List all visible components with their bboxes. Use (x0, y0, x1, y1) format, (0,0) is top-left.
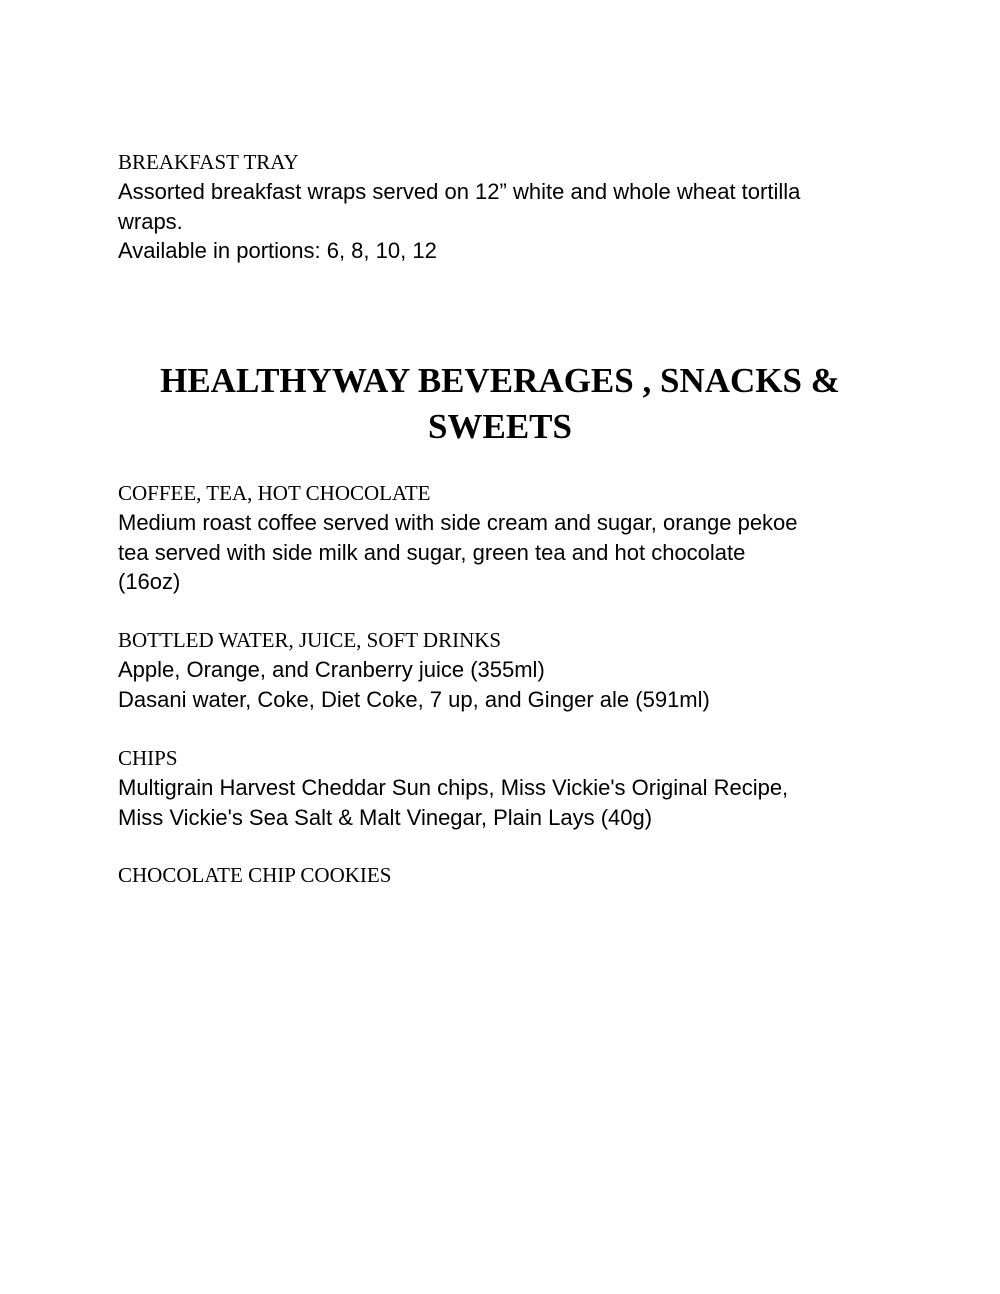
section-heading-line: SWEETS (428, 407, 572, 446)
item-description-line: Apple, Orange, and Cranberry juice (355ml) (118, 657, 545, 682)
section-heading-line: HEALTHYWAY BEVERAGES , SNACKS & (160, 361, 840, 400)
item-description-line: Multigrain Harvest Cheddar Sun chips, Miss Vickie's Original Recipe, (118, 775, 789, 800)
item-title: CHOCOLATE CHIP COOKIES (118, 863, 392, 887)
coffee-tea-item (118, 478, 898, 597)
breakfast-tray-item (118, 147, 898, 266)
item-description-line: Dasani water, Coke, Diet Coke, 7 up, and Ginger ale (591ml) (118, 686, 710, 712)
item-title: COFFEE, TEA, HOT CHOCOLATE (118, 481, 431, 505)
item-description-line: Medium roast coffee served with side cream and sugar, orange pekoe (118, 510, 798, 535)
item-description-line: (16oz) (118, 569, 181, 594)
item-description-line: Available in portions: 6, 8, 10, 12 (118, 238, 437, 263)
bottled-drinks-item (118, 625, 898, 714)
chips-item (118, 743, 898, 832)
section-heading (100, 358, 900, 450)
item-title: CHIPS (118, 746, 178, 770)
item-title: BREAKFAST TRAY (118, 150, 299, 174)
item-description-line: Miss Vickie's Sea Salt & Malt Vinegar, Plain Lays (40g) (118, 804, 653, 830)
item-description-line: tea served with side milk and sugar, green tea and hot chocolate (118, 539, 746, 565)
item-title: BOTTLED WATER, JUICE, SOFT DRINKS (118, 628, 502, 652)
item-description-line: wraps. (118, 208, 183, 234)
cookies-item (118, 860, 898, 890)
item-description-line: Assorted breakfast wraps served on 12” white and whole wheat tortilla (118, 179, 801, 204)
